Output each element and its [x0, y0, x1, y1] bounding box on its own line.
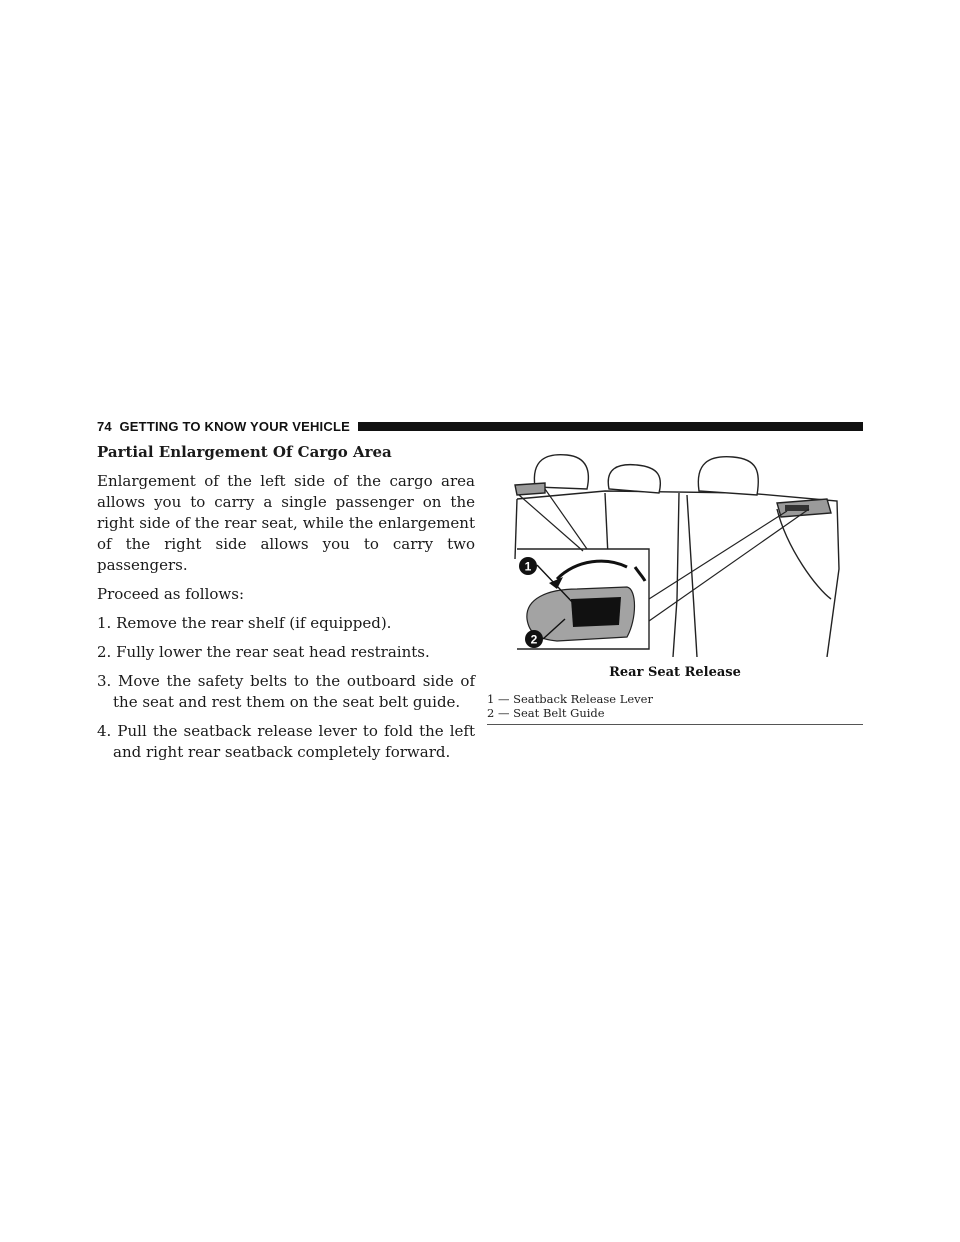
rear-seat-drawing	[487, 449, 863, 657]
step-3: 3. Move the safety belts to the outboard side of the seat and rest them on the seat belt guide.	[97, 672, 475, 711]
proceed-paragraph: Proceed as follows:	[97, 585, 245, 603]
body-text-column	[97, 442, 475, 771]
callout-2-label: 2	[530, 632, 538, 647]
step-4: 4. Pull the seatback release lever to fold the left and right rear seatback completely forward.	[97, 722, 475, 761]
figure-caption: Rear Seat Release	[609, 665, 741, 680]
legend-item-1: 1 — Seatback Release Lever	[487, 692, 653, 706]
seat-contour	[777, 509, 831, 599]
section-heading: Partial Enlargement Of Cargo Area	[97, 443, 392, 461]
page-number-and-section	[97, 419, 350, 434]
seat-split-right	[673, 493, 679, 657]
seat-split-right-inner	[687, 495, 697, 657]
headrest-center	[608, 465, 660, 493]
intro-paragraph: Enlargement of the left side of the cargo area allows you to carry a single passenger on the right side of the rear seat, while the enlargement of the right side allows you to carry two passengers.	[97, 472, 475, 574]
page-header	[97, 418, 863, 434]
page-number: 74	[97, 418, 112, 434]
rear-seat-illustration	[487, 449, 863, 657]
seat-left-edge	[515, 499, 517, 559]
section-title-header: GETTING TO KNOW YOUR VEHICLE	[119, 418, 350, 434]
guide-slot	[785, 505, 809, 511]
callout-1-label: 1	[524, 559, 532, 574]
step-2: 2. Fully lower the rear seat head restraints.	[97, 643, 430, 661]
header-rule	[358, 422, 863, 431]
step-1: 1. Remove the rear shelf (if equipped).	[97, 614, 392, 632]
headrest-right	[698, 457, 758, 495]
legend-item-2: 2 — Seat Belt Guide	[487, 706, 605, 720]
figure-legend	[487, 692, 863, 720]
seat-belt-guide-left	[515, 483, 545, 495]
legend-rule	[487, 724, 863, 725]
